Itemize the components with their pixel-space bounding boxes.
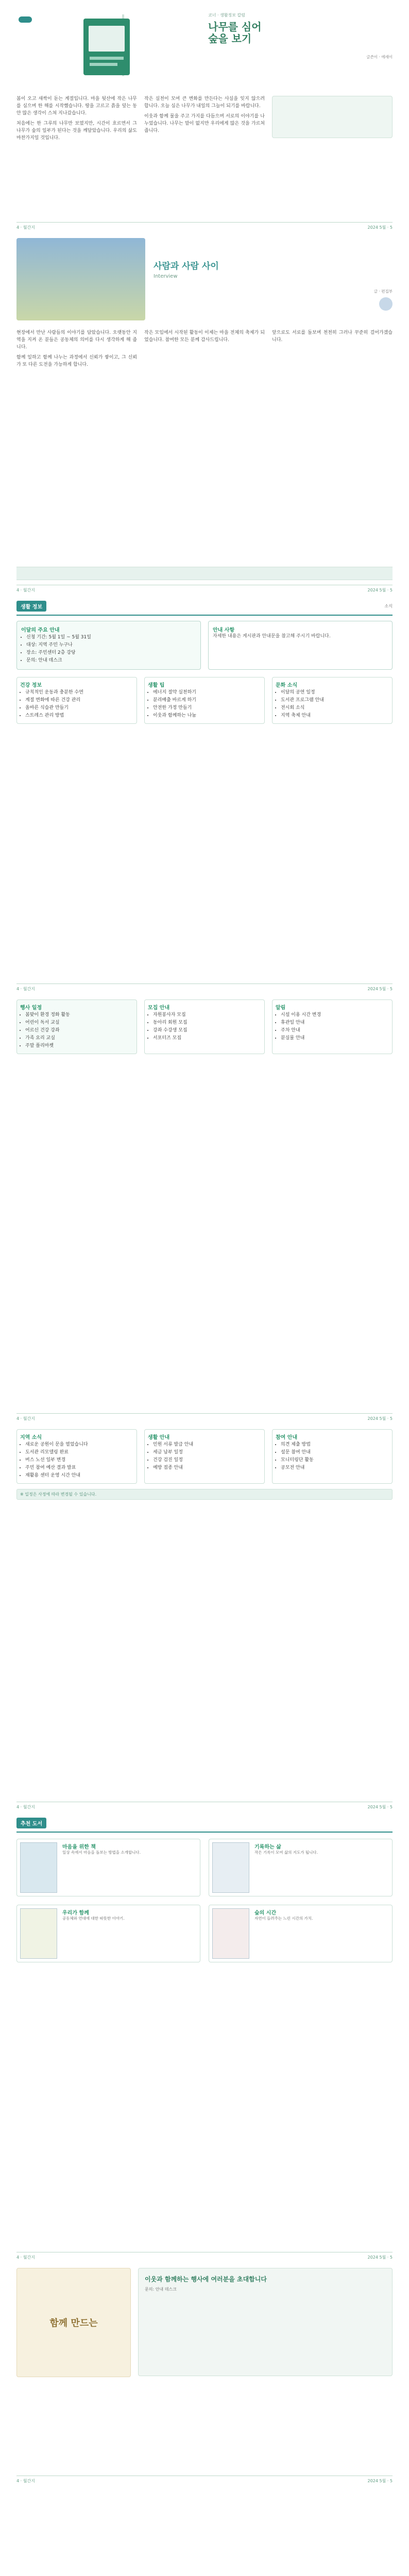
page-left: 4 · 월간지 <box>16 2255 35 2260</box>
page-left: 4 · 월간지 <box>16 588 35 592</box>
events-middle <box>144 999 265 1054</box>
interview-title: 사람과 사람 사이 <box>154 261 219 272</box>
info-box-list <box>21 634 196 664</box>
essay-col-1 <box>16 96 137 145</box>
list-item: • 주말 플리마켓 <box>25 1043 133 1049</box>
page-left: 4 · 월간지 <box>16 1416 35 1421</box>
books-section <box>16 1818 393 2261</box>
interview-footer-bar <box>16 567 393 580</box>
events-section <box>16 999 393 1422</box>
interview-col-1 <box>16 330 137 372</box>
list-item: • 대상: 지역 주민 누구나 <box>26 642 196 649</box>
book-card <box>209 1905 393 1962</box>
notice-title: 안내 사항 <box>213 628 235 633</box>
info-column-heading: 건강 정보 <box>20 683 42 689</box>
events-left-title: 행사 일정 <box>20 1005 42 1011</box>
page-bar-3 <box>16 984 393 992</box>
list-item: • 에너지 절약 실천하기 <box>153 689 261 696</box>
page-bar-6 <box>16 2252 393 2261</box>
list-item: • 건강 검진 일정 <box>153 1457 261 1464</box>
essay-col-2 <box>144 96 265 145</box>
lower-right-title: 참여 안내 <box>276 1435 298 1440</box>
interview-subtitle: Interview <box>154 274 178 279</box>
list-item: • 분실물 안내 <box>281 1035 389 1042</box>
book-desc: 공동체와 연대에 대한 따뜻한 이야기. <box>62 1916 125 1921</box>
book-card <box>16 1839 200 1896</box>
page-left: 4 · 월간지 <box>16 1805 35 1809</box>
book-desc: 일상 속에서 마음을 돌보는 방법을 소개합니다. <box>62 1850 141 1855</box>
list-item: • 도서관 리모델링 완료 <box>25 1449 133 1456</box>
list-item: • 예방 접종 안내 <box>153 1465 261 1471</box>
info-column-heading: 문화 소식 <box>276 683 298 689</box>
book-title: 기록하는 삶 <box>254 1844 281 1850</box>
events-middle-title: 모집 안내 <box>148 1005 170 1011</box>
list-item: • 신청 기간: 5월 1일 ~ 5월 31일 <box>26 634 196 641</box>
list-item: • 설문 참여 안내 <box>281 1449 389 1456</box>
events-right-title: 알림 <box>276 1005 286 1011</box>
page-right: 2024 5월 · 5 <box>367 588 393 592</box>
list-item: • 민원 서류 발급 안내 <box>153 1442 261 1448</box>
interview-col-3 <box>272 330 393 372</box>
page-bar-5 <box>16 1802 393 1810</box>
notice-box <box>208 621 393 670</box>
interview-paragraph: 앞으로도 서로를 돌보며 천천히 그러나 꾸준히 걸어가겠습니다. <box>272 330 393 343</box>
interview-paragraph: 작은 모임에서 시작된 활동이 이제는 마을 전체의 축제가 되었습니다. 참여한 모든 분께 감사드립니다. <box>144 330 265 343</box>
top-essay-section <box>16 9 393 231</box>
essay-columns <box>16 96 393 145</box>
list-item: • 의견 제출 방법 <box>281 1442 389 1448</box>
ad-right-small: 문의: 안내 데스크 <box>145 2287 177 2292</box>
page-right: 2024 5월 · 5 <box>367 2255 393 2260</box>
interview-section <box>16 238 393 594</box>
info-box-title: 이달의 주요 안내 <box>21 628 60 633</box>
essay-col-3 <box>272 96 393 145</box>
list-item: • 도서관 프로그램 안내 <box>281 697 389 704</box>
info-column <box>16 677 137 724</box>
list-item: • 계절 변화에 따른 건강 관리 <box>25 697 133 704</box>
interview-paragraph: 함께 일하고 함께 나누는 과정에서 신뢰가 쌓이고, 그 신뢰가 또 다른 도전을 가능하게 합니다. <box>16 354 137 367</box>
headline-line-2: 숲을 보기 <box>208 32 252 45</box>
list-item: • 주차 안내 <box>281 1027 389 1034</box>
list-item: • 규칙적인 운동과 충분한 수면 <box>25 689 133 696</box>
page-right: 2024 5월 · 5 <box>367 225 393 230</box>
info-box <box>16 621 201 670</box>
list-item: • 재활용 센터 운영 시간 안내 <box>25 1472 133 1479</box>
list-item: • 어르신 건강 강좌 <box>25 1027 133 1034</box>
info-column-heading: 생활 팁 <box>148 683 165 689</box>
list-item: • 서포터즈 모집 <box>153 1035 261 1042</box>
list-item: • 안전한 가정 만들기 <box>153 705 261 711</box>
ad-left <box>16 2268 131 2377</box>
page-right: 2024 5월 · 5 <box>367 1805 393 1809</box>
ad-left-text: 함께 만드는 <box>49 2318 98 2329</box>
byline: 글쓴이 · 에세이 <box>366 55 393 59</box>
list-item: • 가족 요리 교실 <box>25 1035 133 1042</box>
hero-right <box>208 9 393 87</box>
book-title: 우리가 함께 <box>62 1910 89 1916</box>
book-illustration <box>83 19 130 75</box>
list-item: • 동아리 회원 모집 <box>153 1020 261 1026</box>
list-item: • 봄맞이 환경 정화 활동 <box>25 1012 133 1019</box>
interview-byline: 글 · 편집부 <box>373 289 393 294</box>
list-item: • 강좌 수강생 모집 <box>153 1027 261 1034</box>
list-item: • 새로운 공원이 문을 열었습니다 <box>25 1442 133 1448</box>
essay-paragraph: 이웃과 함께 물을 주고 가지를 다듬으며 서로의 이야기를 나누었습니다. 나무는 말이 없지만 우리에게 많은 것을 가르쳐 줍니다. <box>144 113 265 133</box>
logo-icon <box>19 16 32 23</box>
headline-line-1: 나무를 심어 <box>208 21 262 33</box>
interviewee-avatar <box>379 297 393 311</box>
list-item: • 전시회 소식 <box>281 705 389 711</box>
info-bar-left: 생활 정보 <box>16 601 46 612</box>
interview-col-2 <box>144 330 265 372</box>
list-item: • 스트레스 관리 방법 <box>25 713 133 719</box>
book-cover <box>20 1842 57 1893</box>
list-item: • 이웃과 함께하는 나눔 <box>153 713 261 719</box>
essay-paragraph: 작은 실천이 모여 큰 변화를 만든다는 사실을 잊지 않으려 합니다. 오늘 심은 나무가 내일의 그늘이 되기를 바랍니다. <box>144 96 265 109</box>
list-item: • 올바른 식습관 만들기 <box>25 705 133 711</box>
book-desc: 작은 기록이 모여 삶의 지도가 됩니다. <box>254 1850 318 1855</box>
list-item: • 버스 노선 일부 변경 <box>25 1457 133 1464</box>
ad-right <box>138 2268 393 2376</box>
list-item: • 시설 이용 시간 변경 <box>281 1012 389 1019</box>
book-card <box>209 1839 393 1896</box>
lower-right <box>272 1429 393 1484</box>
essay-paragraph: 봄이 오고 새싹이 돋는 계절입니다. 마을 뒷산에 작은 나무를 심으며 한 해를 시작했습니다. 땅을 고르고 흙을 덮는 동안 많은 생각이 스쳐 지나갔습니다. <box>16 96 137 116</box>
page-bar-2 <box>16 585 393 594</box>
list-item: • 장소: 주민센터 2층 강당 <box>26 650 196 656</box>
lower-footer-note: ※ 일정은 사정에 따라 변경될 수 있습니다. <box>16 1489 393 1500</box>
info-bar-right: 소식 <box>384 604 393 608</box>
list-item: • 공모전 안내 <box>281 1465 389 1471</box>
interview-photo <box>16 238 145 320</box>
page-left: 4 · 월간지 <box>16 987 35 991</box>
list-item: • 자원봉사자 모집 <box>153 1012 261 1019</box>
kicker: 코너 · 생활정보 칼럼 <box>208 13 245 18</box>
page-right: 2024 5월 · 5 <box>367 2479 393 2483</box>
list-item: • 휴관일 안내 <box>281 1020 389 1026</box>
list-item: • 지역 축제 안내 <box>281 713 389 719</box>
lower-section <box>16 1429 393 1810</box>
page-right: 2024 5월 · 5 <box>367 987 393 991</box>
book-cover <box>212 1842 249 1893</box>
info-column <box>144 677 265 724</box>
list-item: • 이달의 공연 일정 <box>281 689 389 696</box>
info-column <box>272 677 393 724</box>
book-cover <box>20 1908 57 1959</box>
info-section <box>16 601 393 992</box>
ad-right-text: 이웃과 함께하는 행사에 여러분을 초대합니다 <box>145 2276 267 2283</box>
list-item: • 문의: 안내 데스크 <box>26 657 196 664</box>
page-bar-7 <box>16 2476 393 2484</box>
list-item: • 어린이 독서 교실 <box>25 1020 133 1026</box>
list-item: • 세금 납부 일정 <box>153 1449 261 1456</box>
book-cover <box>212 1908 249 1959</box>
list-item: • 분리배출 바르게 하기 <box>153 697 261 704</box>
events-left <box>16 999 137 1054</box>
book-desc: 자연이 들려주는 느린 시간의 가치. <box>254 1916 313 1921</box>
book-title: 마음을 위한 책 <box>62 1844 96 1850</box>
events-right <box>272 999 393 1054</box>
books-title: 추천 도서 <box>16 1818 46 1828</box>
lower-left-title: 지역 소식 <box>20 1435 42 1440</box>
hero-left <box>16 9 197 87</box>
page-left: 4 · 월간지 <box>16 2479 35 2483</box>
list-item: • 주민 참여 예산 결과 발표 <box>25 1465 133 1471</box>
page-right: 2024 5월 · 5 <box>367 1416 393 1421</box>
essay-paragraph: 처음에는 한 그루의 나무만 보였지만, 시간이 흐르면서 그 나무가 숲의 일부가 된다는 것을 깨달았습니다. 우리의 삶도 마찬가지일 것입니다. <box>16 121 137 141</box>
lower-middle-title: 생활 안내 <box>148 1435 170 1440</box>
page-left: 4 · 월간지 <box>16 225 35 230</box>
page-bar-4 <box>16 1413 393 1422</box>
lower-left <box>16 1429 137 1484</box>
lower-middle <box>144 1429 265 1484</box>
list-item: • 모니터링단 활동 <box>281 1457 389 1464</box>
page-bar-1 <box>16 222 393 231</box>
ad-section <box>16 2268 393 2484</box>
essay-photo <box>272 96 393 138</box>
book-card <box>16 1905 200 1962</box>
interview-paragraph: 현장에서 만난 사람들의 이야기를 담았습니다. 오랫동안 지역을 지켜 온 분들은 공동체의 의미를 다시 생각하게 해 줍니다. <box>16 330 137 350</box>
notice-body: 자세한 내용은 게시판과 안내문을 참고해 주시기 바랍니다. <box>213 634 331 639</box>
book-title: 숲의 시간 <box>254 1910 277 1916</box>
interview-columns <box>16 330 393 372</box>
